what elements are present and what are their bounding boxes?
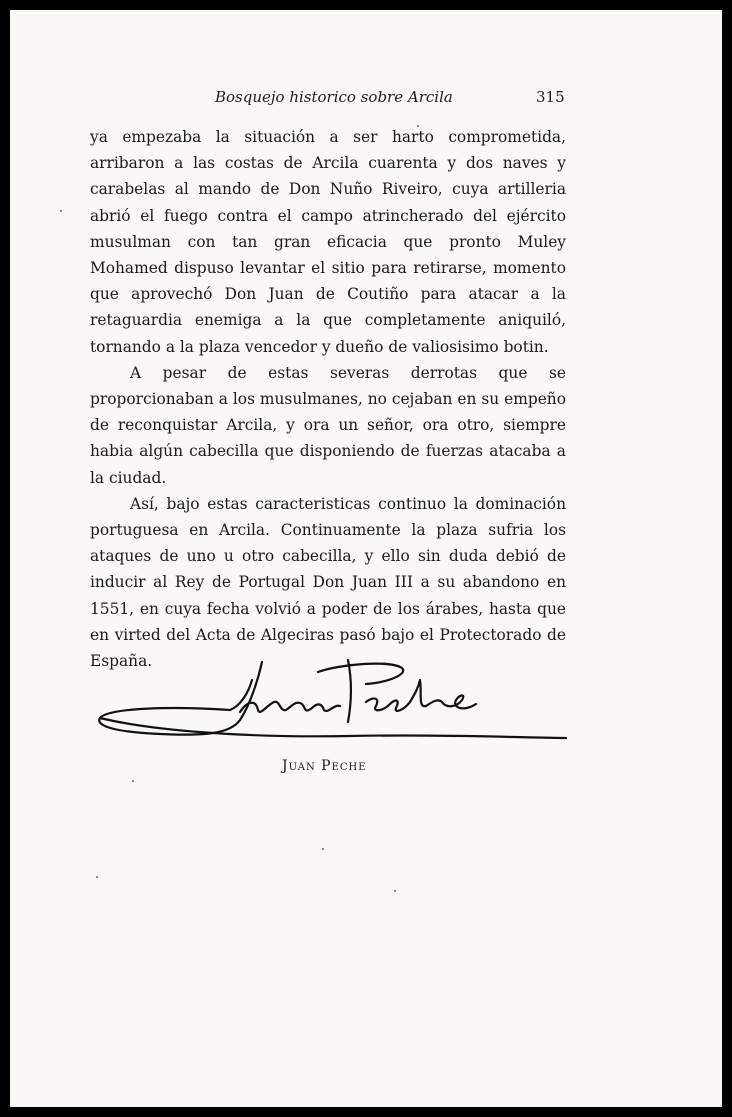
paragraph-2: A pesar de estas severas derrotas que se proporcionaban a los musulmanes, no cejaban en su empeño de reconquistar Arcila, y ora un señor, ora otro, siempre habia algún cabecilla que disponiendo de fuerzas atacaba a la ciudad. <box>90 363 566 487</box>
body-text <box>90 124 566 674</box>
scan-speck <box>60 210 62 212</box>
scan-speck <box>417 125 419 127</box>
running-header <box>10 86 722 112</box>
scan-speck <box>322 848 324 850</box>
page-number: 315 <box>536 88 565 106</box>
signature <box>90 650 570 750</box>
scan-speck <box>394 890 396 892</box>
handwritten-signature-image <box>90 650 570 750</box>
paragraph-3: Así, bajo estas caracteristicas continuo la dominación portuguesa en Arcila. Continuamente la plaza sufria los ataques de uno u otro cabecilla, y ello sin duda debió de inducir al Rey de Portugal Don Juan III a su abandono en 1551, en cuya fecha volvió a poder de los árabes, hasta que en virted del Acta de Algeciras pasó bajo el Protectorado de España. <box>90 494 566 671</box>
author-name: Juan Peche <box>282 758 367 774</box>
running-title: Bosquejo historico sobre Arcila <box>215 88 453 106</box>
book-page <box>10 10 722 1107</box>
paragraph-1: ya empezaba la situación a ser harto comprometida, arribaron a las costas de Arcila cuarenta y dos naves y carabelas al mando de Don Nuño Riveiro, cuya artilleria abrió el fuego contra el campo atrincherado del ejército musulman con tan gran eficacia que pronto Muley Mohamed dispuso levantar el sitio para retirarse, momento que aprovechó Don Juan de Coutiño para atacar a la retaguardia enemiga a la que completamente aniquiló, tornando a la plaza vencedor y dueño de valiosisimo botin. <box>90 128 566 356</box>
scan-speck <box>96 876 98 878</box>
scan-speck <box>132 780 134 782</box>
